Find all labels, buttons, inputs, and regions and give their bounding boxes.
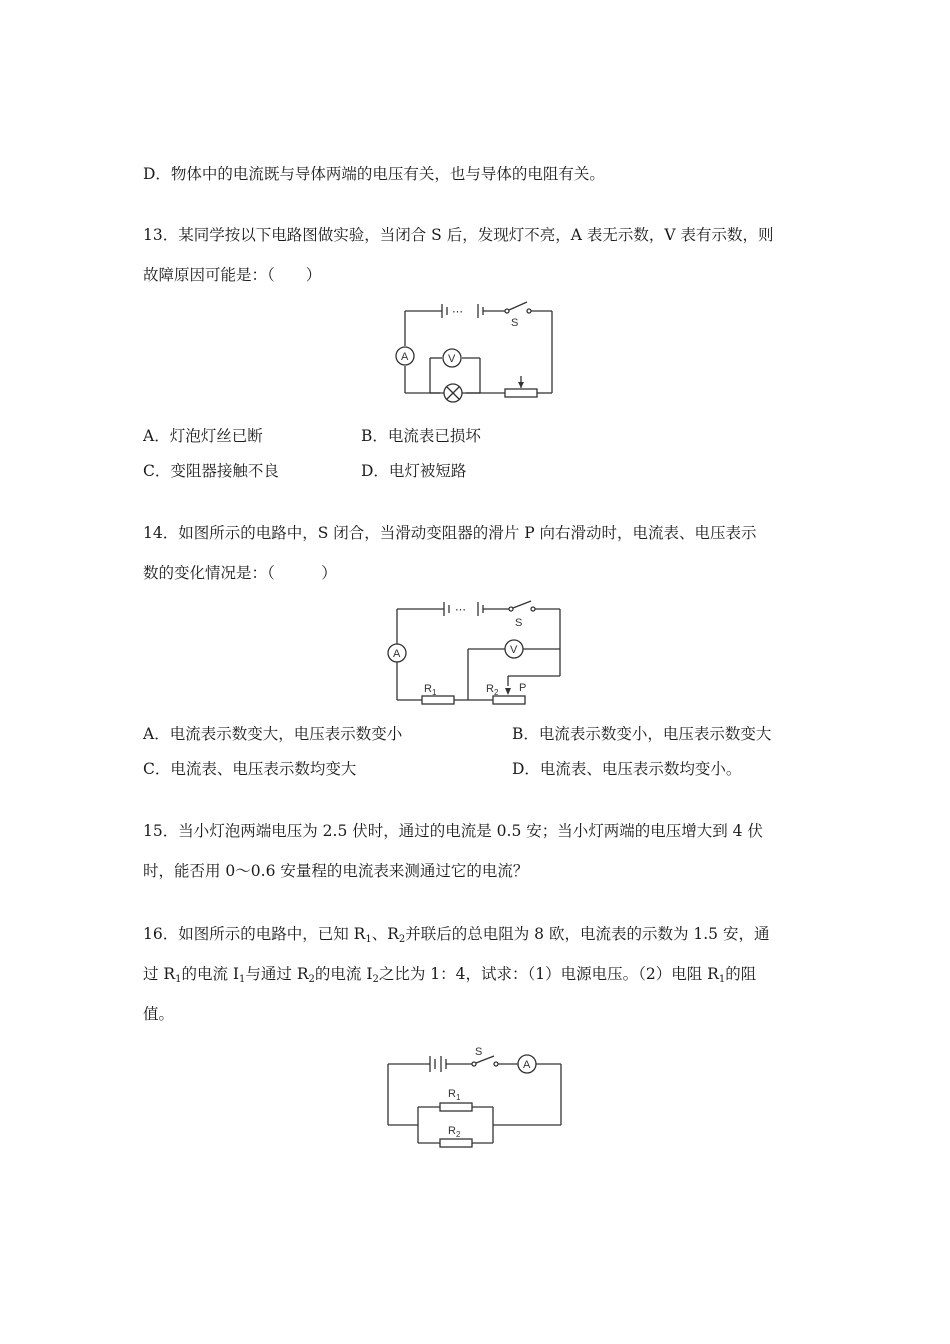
q14-option-c: C．电流表、电压表示数均变大 xyxy=(143,760,357,778)
q14-voltmeter-label: V xyxy=(510,644,518,656)
q14-r1-label: $R_1$ xyxy=(424,683,437,697)
q14-stem-line2: 数的变化情况是：（ ） xyxy=(143,564,337,582)
q14-slider-label: P xyxy=(519,682,527,694)
q14-circuit-diagram xyxy=(382,596,572,708)
q13-option-d: D．电灯被短路 xyxy=(361,462,467,480)
q13-option-a: A．灯泡灯丝已断 xyxy=(143,427,263,445)
q14-battery-dots: ⋯ xyxy=(455,604,466,616)
q13-ammeter-label: A xyxy=(401,351,409,363)
q14-stem-line1: 14．如图所示的电路中，S 闭合，当滑动变阻器的滑片 P 向右滑动时，电流表、电压表示 xyxy=(143,524,757,542)
q13-stem-line1: 13．某同学按以下电路图做实验，当闭合 S 后，发现灯不亮，A 表无示数，V 表有示数，则 xyxy=(143,226,774,244)
q16-circuit-diagram xyxy=(378,1043,573,1148)
q16-r2-label: $R_2$ xyxy=(448,1125,461,1139)
q13-battery-dots: ⋯ xyxy=(452,306,463,318)
q13-option-c: C．变阻器接触不良 xyxy=(143,462,279,480)
q15-stem-line2: 时，能否用 0～0.6 安量程的电流表来测通过它的电流？ xyxy=(143,862,529,880)
q16-ammeter-label: A xyxy=(523,1059,531,1071)
q14-r2-label: $R_2$ xyxy=(486,683,499,697)
q16-stem-line2: 过 $R_1$的电流 $I_1$与通过 $R_2$的电流 $I_2$之比为 1：4，试求：（1）电源电压。（2）电阻 $R_1$的阻 xyxy=(143,965,757,985)
q16-stem-line1: 16．如图所示的电路中，已知 $R_1$、$R_2$并联后的总电阻为 8 欧，电流表的示数为 1.5 安，通 xyxy=(143,925,770,945)
q14-option-b: B．电流表示数变小，电压表示数变大 xyxy=(512,725,772,743)
q13-option-b: B．电流表已损坏 xyxy=(361,427,481,445)
q14-switch-label: S xyxy=(515,617,523,629)
q16-switch-label: S xyxy=(475,1046,483,1058)
q16-r1-label: $R_1$ xyxy=(448,1088,461,1102)
q12-option-d: D．物体中的电流既与导体两端的电压有关，也与导体的电阻有关。 xyxy=(143,165,605,183)
q14-option-a: A．电流表示数变大，电压表示数变小 xyxy=(143,725,403,743)
q14-ammeter-label: A xyxy=(393,648,401,660)
q13-switch-label: S xyxy=(511,317,519,329)
q15-stem-line1: 15．当小灯泡两端电压为 2.5 伏时，通过的电流是 0.5 安；当小灯两端的电压增大到 4 伏 xyxy=(143,822,763,840)
q14-option-d: D．电流表、电压表示数均变小。 xyxy=(512,760,742,778)
q13-voltmeter-label: V xyxy=(448,353,456,365)
q16-stem-line3: 值。 xyxy=(143,1005,175,1023)
q13-circuit-diagram xyxy=(390,298,560,404)
q13-stem-line2: 故障原因可能是：（ ） xyxy=(143,266,322,284)
